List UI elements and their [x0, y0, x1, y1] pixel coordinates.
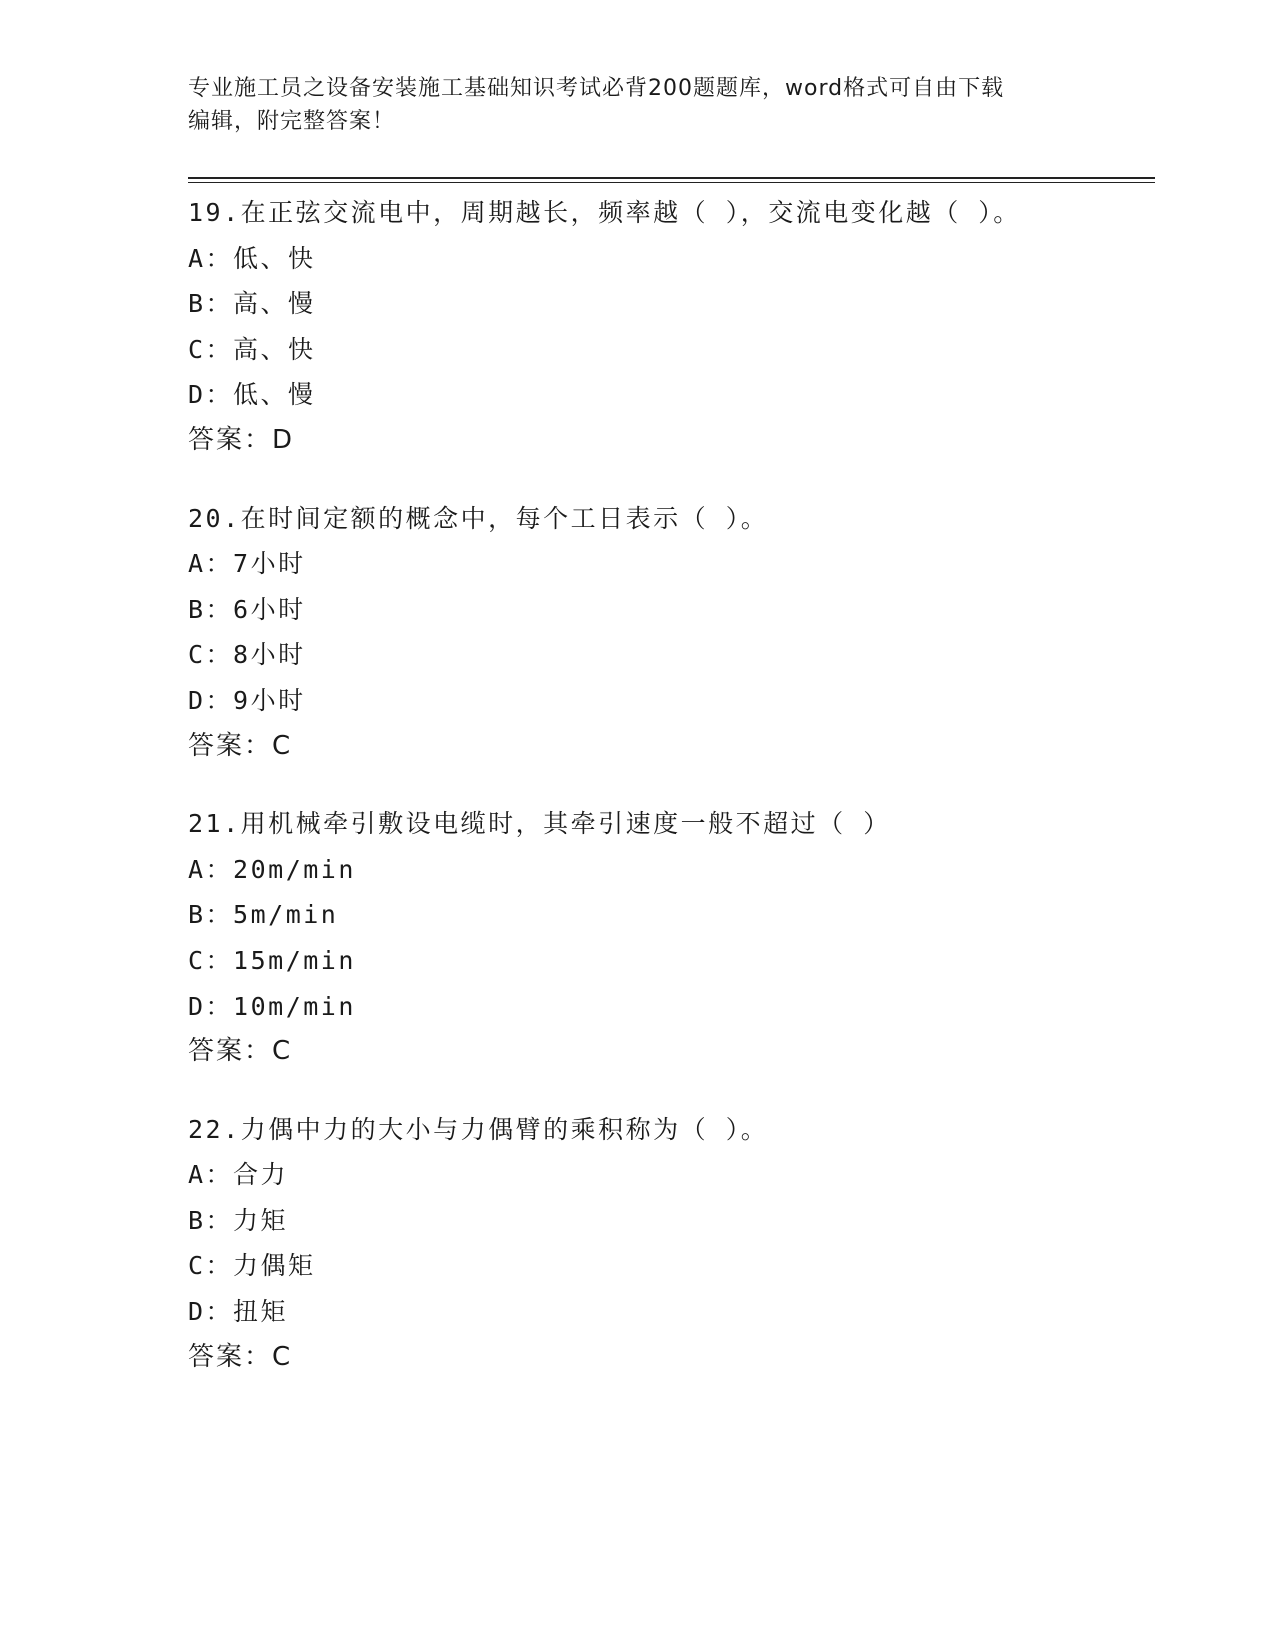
question-stem: 19.在正弦交流电中，周期越长，频率越（ ），交流电变化越（ ）。: [188, 198, 1021, 227]
option-d: D：扭矩: [188, 1297, 289, 1327]
header-divider-thick: [188, 177, 1155, 179]
option-a: A：合力: [188, 1160, 289, 1190]
option-b: B：5m/min: [188, 900, 339, 930]
question-list: [188, 190, 1148, 1412]
option-c: C：力偶矩: [188, 1251, 316, 1281]
header-line-1: 专业施工员之设备安装施工基础知识考试必背200题题库，word格式可自由下载: [188, 76, 1005, 101]
header-line-2: 编辑，附完整答案！: [188, 109, 396, 134]
option-b: B：高、慢: [188, 289, 316, 319]
option-a: A：20m/min: [188, 854, 356, 884]
question-20: [188, 496, 1148, 770]
option-d: D：10m/min: [188, 991, 356, 1021]
option-b: B：力矩: [188, 1205, 289, 1235]
option-c: C：8小时: [188, 640, 306, 670]
option-c: C：15m/min: [188, 945, 356, 975]
option-a: A：低、快: [188, 243, 316, 273]
document-header: [188, 72, 1088, 138]
option-d: D：低、慢: [188, 380, 316, 410]
answer-line: 答案：C: [188, 730, 293, 761]
header-divider-thin: [188, 182, 1155, 183]
answer-line: 答案：C: [188, 1036, 293, 1067]
answer-line: 答案：D: [188, 424, 295, 455]
question-stem: 21.用机械牵引敷设电缆时，其牵引速度一般不超过（ ）: [188, 809, 891, 839]
question-19: [188, 190, 1148, 464]
option-c: C：高、快: [188, 334, 316, 364]
question-stem: 22.力偶中力的大小与力偶臂的乘积称为（ ）。: [188, 1114, 769, 1144]
question-stem: 20.在时间定额的概念中，每个工日表示（ ）。: [188, 503, 769, 533]
option-a: A：7小时: [188, 549, 306, 579]
question-22: [188, 1107, 1148, 1381]
answer-line: 答案：C: [188, 1341, 293, 1372]
question-21: [188, 801, 1148, 1075]
option-d: D：9小时: [188, 685, 306, 715]
option-b: B：6小时: [188, 594, 306, 624]
